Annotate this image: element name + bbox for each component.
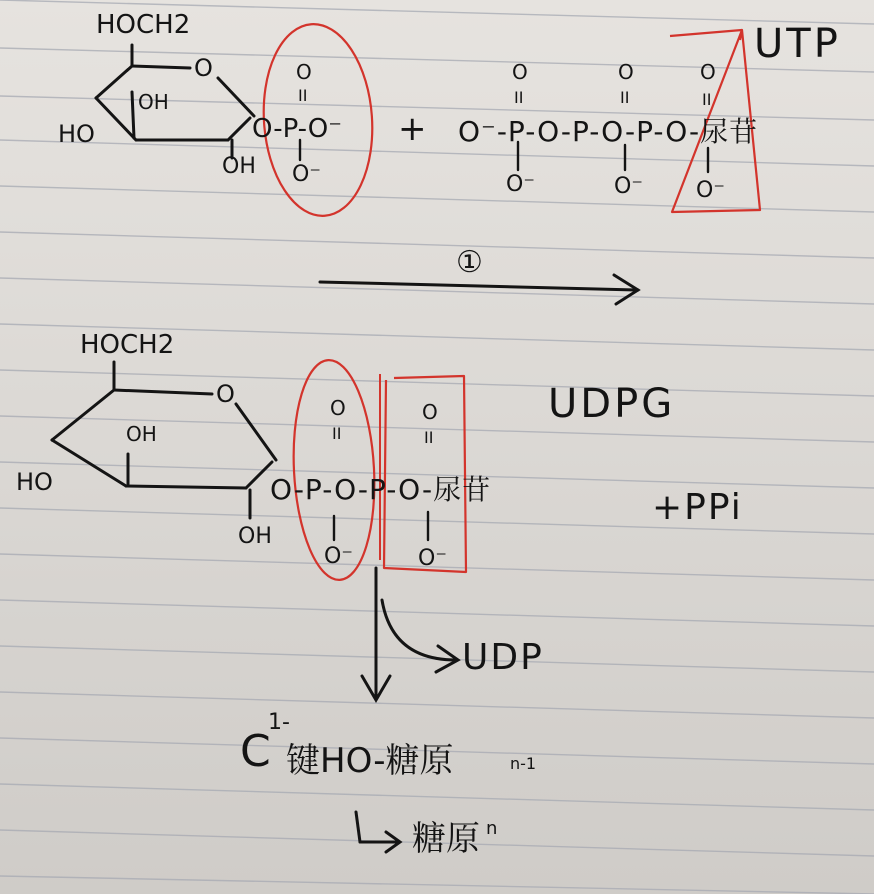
acceptor-superscript: 1- [268, 710, 290, 735]
udpg-double-bond-2: II [424, 428, 434, 447]
final-arrow [356, 812, 400, 852]
udpg-bottom-o-1: O⁻ [324, 544, 353, 569]
udp-label: UDP [462, 637, 544, 678]
top-ring-oh-left: HO [58, 120, 95, 148]
bottom-hexose-ring [52, 362, 276, 518]
top-ring-oxygen: O [194, 54, 213, 82]
top-phosphate-bottom-o: O⁻ [292, 162, 321, 187]
bottom-ring-oh-inner: OH [126, 422, 157, 446]
utp-double-bond-1: II [514, 88, 524, 107]
bottom-hoch2-label: HOCH2 [80, 330, 175, 360]
bottom-ring-oxygen: O [216, 380, 235, 408]
bottom-ring-oh-left: HO [16, 468, 53, 496]
utp-double-bond-3: II [702, 90, 712, 109]
utp-top-o-3: O [700, 60, 716, 84]
acceptor-prefix: C [240, 726, 271, 777]
top-phosphate-link: O-P-O⁻ [252, 114, 342, 144]
top-hoch2-label: HOCH2 [96, 10, 191, 40]
acceptor-chain: 键HO-糖原 [286, 741, 454, 781]
utp-top-o-1: O [512, 60, 528, 84]
bottom-ring-oh-bottom: OH [238, 524, 272, 549]
udpg-top-o-1: O [330, 396, 346, 420]
utp-label: UTP [754, 21, 841, 67]
acceptor-exponent: n-1 [510, 754, 537, 773]
udpg-bottom-o-2: O⁻ [418, 546, 447, 571]
utp-bottom-o-2: O⁻ [614, 174, 643, 199]
udpg-chain: O-P-O-P-O-尿苷 [270, 473, 492, 506]
utp-top-o-2: O [618, 60, 634, 84]
final-exponent: n [486, 818, 498, 839]
utp-bottom-o-3: O⁻ [696, 178, 725, 203]
utp-chain: O⁻-P-O-P-O-P-O-尿苷 [458, 115, 759, 148]
top-hexose-ring [96, 45, 254, 158]
udp-release-arrows [362, 568, 458, 700]
utp-bottom-o-1: O⁻ [506, 172, 535, 197]
top-ring-oh-bottom: OH [222, 154, 256, 179]
top-phosphate-top-o: O [296, 60, 312, 84]
final-product: 糖原 [412, 819, 480, 859]
top-phosphate-double-bond: II [298, 86, 308, 105]
udpg-label: UDPG [548, 381, 676, 427]
udpg-double-bond-1: II [332, 424, 342, 443]
ppi-byproduct: +PPi [652, 487, 743, 528]
plus-sign: + [398, 109, 427, 149]
step-label: ① [456, 245, 483, 280]
udpg-top-o-2: O [422, 400, 438, 424]
top-ring-oh-inner: OH [138, 90, 169, 114]
utp-double-bond-2: II [620, 88, 630, 107]
